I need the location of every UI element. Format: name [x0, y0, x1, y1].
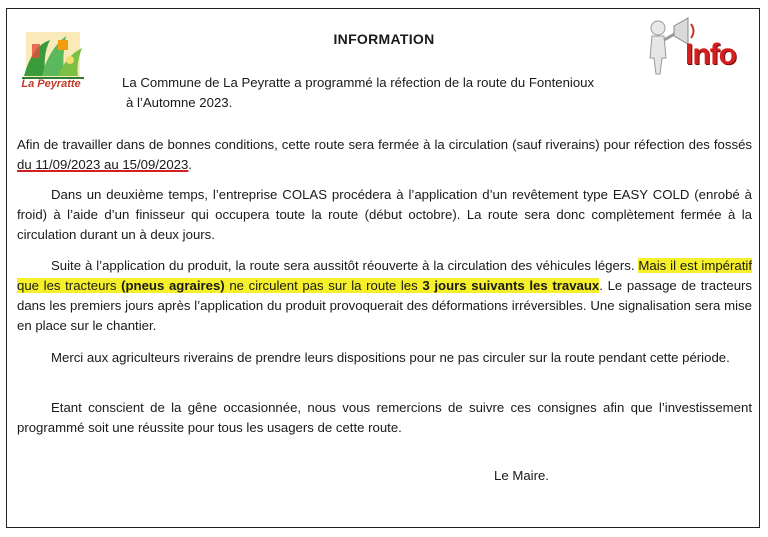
- paragraph-text: Suite à l’application du produit, la route sera aussitôt réouverte à la circulation des véhicules légers.: [51, 258, 639, 273]
- info-badge-text: Info: [685, 38, 736, 71]
- paragraph-end: .: [188, 157, 193, 172]
- highlight-bold: 3 jours suivants les travaux: [422, 278, 600, 293]
- paragraph-tractors: [17, 256, 752, 336]
- paragraph-farmers: [17, 348, 752, 368]
- signature: Le Maire.: [494, 468, 549, 483]
- commune-name: La Peyratte: [21, 78, 81, 90]
- paragraph-colas: [17, 185, 752, 245]
- highlight-warning: ne circulent pas sur la route les: [224, 278, 423, 293]
- paragraph-text: Dans un deuxième temps, l’entreprise COLAS procédera à l’application d’un revêtement type EASY COLD (enrobé à froid) à l’aide d’un finisseur qui occupera toute la route (début octobre). La route sera donc complètement fermée à la circulation durant un à deux jours.: [17, 187, 752, 242]
- page-title: INFORMATION: [333, 31, 435, 47]
- paragraph-text: . Le passage de tracteurs dans les premiers jours après l’application du produit provoquerait des déformations irréversibles. Une signalisation sera mise en place sur le chantier.: [17, 278, 753, 333]
- highlight-bold: (pneus agraires): [121, 278, 225, 293]
- paragraph-closure-dates: [17, 135, 752, 175]
- intro-paragraph: [122, 73, 682, 113]
- paragraph-text: Afin de travailler dans de bonnes conditions, cette route sera fermée à la circulation (sauf riverains) pour réfection des fossés: [17, 137, 752, 152]
- intro-line-2: à l’Automne 2023.: [126, 95, 233, 110]
- intro-line-1: La Commune de La Peyratte a programmé la réfection de la route du Fontenioux: [122, 75, 595, 90]
- highlight-warning: Mais il est impératif que les tracteurs: [17, 258, 752, 293]
- paragraph-text: Etant conscient de la gêne occasionnée, nous vous remercions de suivre ces consignes afin que l’investissement programmé soit une réussite pour tous les usagers de cette route.: [17, 400, 752, 435]
- paragraph-text: Merci aux agriculteurs riverains de prendre leurs dispositions pour ne pas circuler sur la route pendant cette période.: [51, 350, 730, 365]
- closure-dates: du 11/09/2023 au 15/09/2023: [17, 157, 189, 172]
- paragraph-thanks: [17, 398, 752, 438]
